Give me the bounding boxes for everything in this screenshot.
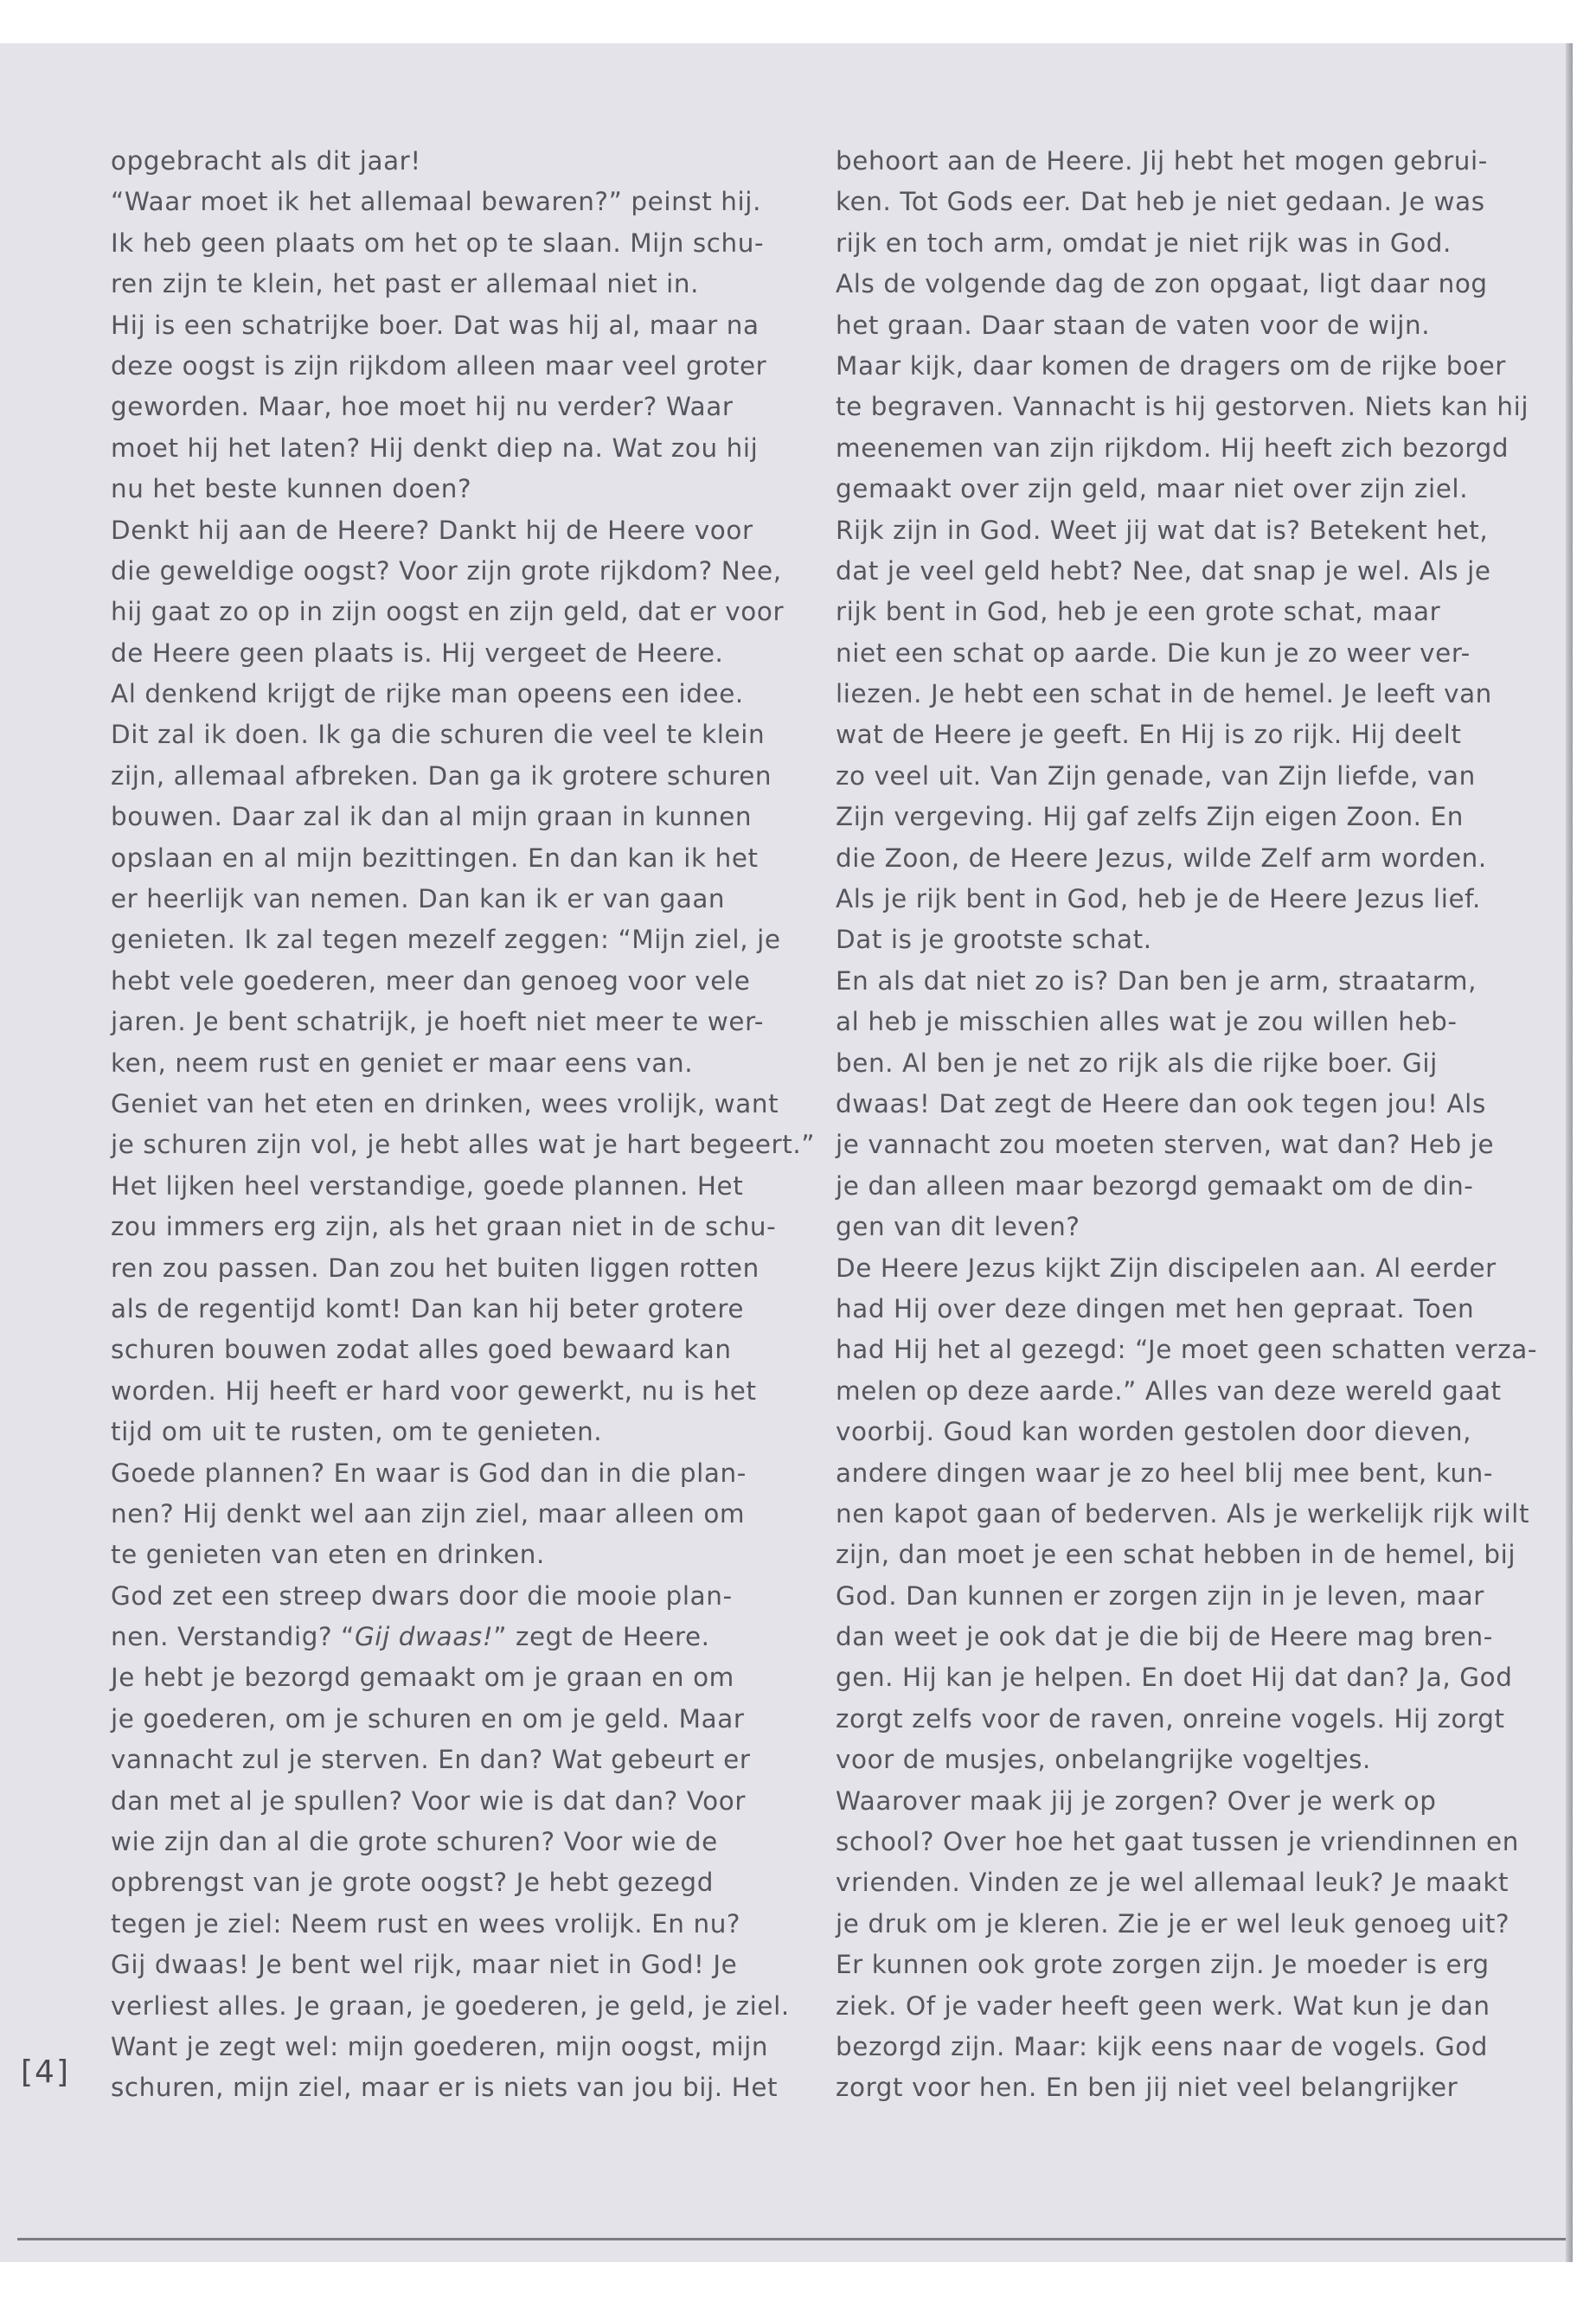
text-line: voorbij. Goud kan worden gestolen door dieven,	[836, 1417, 1472, 1447]
text-line: voor de musjes, onbelangrijke vogeltjes.	[836, 1745, 1372, 1775]
text-line: hebt vele goederen, meer dan genoeg voor vele	[111, 965, 751, 996]
text-line: Waarover maak jij je zorgen? Over je werk op	[836, 1785, 1437, 1816]
text-line: je dan alleen maar bezorgd gemaakt om de din-	[836, 1170, 1474, 1201]
text-line: dan met al je spullen? Voor wie is dat dan? Voor	[111, 1785, 747, 1816]
text-line: melen op deze aarde.” Alles van deze wereld gaat	[836, 1375, 1502, 1406]
text-line: Goede plannen? En waar is God dan in die plan-	[111, 1458, 747, 1488]
text-line: Dit zal ik doen. Ik ga die schuren die veel te klein	[111, 720, 766, 750]
text-line: gen van dit leven?	[836, 1212, 1080, 1242]
text-line: hij gaat zo op in zijn oogst en zijn geld, dat er voor	[111, 597, 785, 627]
text-line: dan weet je ook dat je die bij de Heere mag bren-	[836, 1622, 1493, 1652]
text-line: ken. Tot Gods eer. Dat heb je niet gedaan. Je was	[836, 187, 1485, 217]
text-line: rijk bent in God, heb je een grote schat, maar	[836, 597, 1441, 627]
text-line-with-quote	[111, 1617, 768, 1657]
text-line: gemaakt over zijn geld, maar niet over zijn ziel.	[836, 474, 1469, 504]
text-line: wat de Heere je geeft. En Hij is zo rijk. Hij deelt	[836, 720, 1462, 750]
text-line: Gij dwaas! Je bent wel rijk, maar niet in God! Je	[111, 1950, 738, 1980]
text-line: wie zijn dan al die grote schuren? Voor wie de	[111, 1827, 718, 1857]
text-line: God. Dan kunnen er zorgen zijn in je leven, maar	[836, 1580, 1484, 1611]
text-line: De Heere Jezus kijkt Zijn discipelen aan. Al eerder	[836, 1253, 1497, 1283]
text-line: gen. Hij kan je helpen. En doet Hij dat dan? Ja, God	[836, 1663, 1513, 1693]
page-number: [4]	[21, 2054, 70, 2090]
text-line: ziek. Of je vader heeft geen werk. Wat kun je dan	[836, 1990, 1490, 2021]
text-line: dwaas! Dat zegt de Heere dan ook tegen jou! Als	[836, 1088, 1486, 1118]
text-line: opslaan en al mijn bezittingen. En dan kan ik het	[111, 843, 759, 873]
text-line: Rijk zijn in God. Weet jij wat dat is? Betekent het,	[836, 515, 1489, 545]
text-line: nu het beste kunnen doen?	[111, 474, 472, 504]
text-line: behoort aan de Heere. Jij hebt het mogen gebrui-	[836, 146, 1488, 176]
text-line: nen kapot gaan of bederven. Als je werkelijk rijk wilt	[836, 1498, 1530, 1529]
text-line: deze oogst is zijn rijkdom alleen maar veel groter	[111, 350, 767, 381]
text-line: je goederen, om je schuren en om je geld. Maar	[111, 1703, 745, 1734]
text-line: rijk en toch arm, omdat je niet rijk was in God.	[836, 228, 1452, 258]
text-line: bouwen. Daar zal ik dan al mijn graan in kunnen	[111, 802, 753, 832]
text-line: zorgt voor hen. En ben jij niet veel belangrijker	[836, 2073, 1458, 2103]
text-line: andere dingen waar je zo heel blij mee bent, kun-	[836, 1458, 1494, 1488]
text-line: als de regentijd komt! Dan kan hij beter grotere	[111, 1293, 745, 1324]
text-line: moet hij het laten? Hij denkt diep na. Wat zou hij	[111, 433, 759, 463]
text-line: tijd om uit te rusten, om te genieten.	[111, 1417, 603, 1447]
text-line: ben. Al ben je net zo rijk als die rijke boer. Gij	[836, 1048, 1438, 1078]
text-line: Denkt hij aan de Heere? Dankt hij de Heere voor	[111, 515, 753, 545]
text-line: schuren bouwen zodat alles goed bewaard kan	[111, 1335, 732, 1365]
text-line: die geweldige oogst? Voor zijn grote rijkdom? Nee,	[111, 555, 782, 586]
text-line: school? Over hoe het gaat tussen je vriendinnen en	[836, 1827, 1519, 1857]
text-line: je schuren zijn vol, je hebt alles wat je hart begeert.”	[111, 1130, 816, 1160]
book-page	[0, 43, 1573, 2262]
text-line: Maar kijk, daar komen de dragers om de rijke boer	[836, 350, 1506, 381]
text-line: de Heere geen plaats is. Hij vergeet de Heere.	[111, 638, 724, 668]
text-line: al heb je misschien alles wat je zou willen heb-	[836, 1007, 1458, 1037]
text-line: zijn, allemaal afbreken. Dan ga ik grotere schuren	[111, 760, 772, 791]
text-line: Al denkend krijgt de rijke man opeens een idee.	[111, 679, 744, 709]
text-line: Het lijken heel verstandige, goede plannen. Het	[111, 1170, 744, 1201]
text-line: Zijn vergeving. Hij gaf zelfs Zijn eigen Zoon. En	[836, 802, 1464, 832]
text-line: zou immers erg zijn, als het graan niet in de schu-	[111, 1212, 777, 1242]
text-line: vannacht zul je sterven. En dan? Wat gebeurt er	[111, 1745, 751, 1775]
text-line: ren zijn te klein, het past er allemaal niet in.	[111, 269, 700, 299]
text-line: die Zoon, de Heere Jezus, wilde Zelf arm worden.	[836, 843, 1487, 873]
text-line: niet een schat op aarde. Die kun je zo weer ver-	[836, 638, 1471, 668]
text-line: zo veel uit. Van Zijn genade, van Zijn liefde, van	[836, 760, 1476, 791]
text-line: liezen. Je hebt een schat in de hemel. Je leeft van	[836, 679, 1492, 709]
text-line: Je hebt je bezorgd gemaakt om je graan en om	[111, 1663, 734, 1693]
text-line: Hij is een schatrijke boer. Dat was hij al, maar na	[111, 310, 760, 340]
text-line: “Waar moet ik het allemaal bewaren?” peinst hij.	[111, 187, 762, 217]
text-line: ken, neem rust en geniet er maar eens van.	[111, 1048, 694, 1078]
text-line: verliest alles. Je graan, je goederen, je geld, je ziel.	[111, 1990, 790, 2021]
text-line: God zet een streep dwars door die mooie plan-	[111, 1580, 733, 1611]
text-line: nen? Hij denkt wel aan zijn ziel, maar alleen om	[111, 1498, 746, 1529]
page-edge-shadow	[1566, 43, 1573, 2262]
text-line: genieten. Ik zal tegen mezelf zeggen: “Mijn ziel, je	[111, 925, 781, 955]
text-line: Geniet van het eten en drinken, wees vrolijk, want	[111, 1088, 779, 1118]
text-line: Als de volgende dag de zon opgaat, ligt daar nog	[836, 269, 1488, 299]
text-line: geworden. Maar, hoe moet hij nu verder? Waar	[111, 392, 734, 422]
text-line: er heerlijk van nemen. Dan kan ik er van gaan	[111, 884, 726, 914]
right-text-column	[836, 141, 1538, 2109]
text-line: Want je zegt wel: mijn goederen, mijn oogst, mijn	[111, 2031, 769, 2061]
text-line: ren zou passen. Dan zou het buiten liggen rotten	[111, 1253, 760, 1283]
text-line: Ik heb geen plaats om het op te slaan. Mijn schu-	[111, 228, 765, 258]
text-line: jaren. Je bent schatrijk, je hoeft niet meer te wer-	[111, 1007, 765, 1037]
text-line: En als dat niet zo is? Dan ben je arm, straatarm,	[836, 965, 1477, 996]
text-line: had Hij over deze dingen met hen gepraat. Toen	[836, 1293, 1475, 1324]
text-line: te genieten van eten en drinken.	[111, 1540, 545, 1570]
text-line: je vannacht zou moeten sterven, wat dan? Heb je	[836, 1130, 1495, 1160]
text-line: bezorgd zijn. Maar: kijk eens naar de vogels. God	[836, 2031, 1489, 2061]
text-line: je druk om je kleren. Zie je er wel leuk genoeg uit?	[836, 1908, 1510, 1939]
text-line: het graan. Daar staan de vaten voor de wijn.	[836, 310, 1431, 340]
text-line: vrienden. Vinden ze je wel allemaal leuk? Je maakt	[836, 1868, 1509, 1898]
left-text-column	[111, 141, 816, 2109]
text-line: had Hij het al gezegd: “Je moet geen schatten verza-	[836, 1335, 1538, 1365]
bottom-rule	[17, 2238, 1566, 2240]
text-line: Als je rijk bent in God, heb je de Heere Jezus lief.	[836, 884, 1481, 914]
text-line: dat je veel geld hebt? Nee, dat snap je wel. Als je	[836, 555, 1491, 586]
text-line: Dat is je grootste schat.	[836, 925, 1152, 955]
text-line: schuren, mijn ziel, maar er is niets van jou bij. Het	[111, 2073, 779, 2103]
quote-tail: ” zegt de Heere.	[493, 1622, 710, 1652]
italic-quote: Gij dwaas!	[354, 1622, 494, 1652]
text-line: tegen je ziel: Neem rust en wees vrolijk. En nu?	[111, 1908, 741, 1939]
text-line: worden. Hij heeft er hard voor gewerkt, nu is het	[111, 1375, 757, 1406]
text-line: opbrengst van je grote oogst? Je hebt gezegd	[111, 1868, 714, 1898]
text-line: Er kunnen ook grote zorgen zijn. Je moeder is erg	[836, 1950, 1490, 1980]
text-line: zijn, dan moet je een schat hebben in de hemel, bij	[836, 1540, 1516, 1570]
text-line: te begraven. Vannacht is hij gestorven. Niets kan hij	[836, 392, 1529, 422]
text-line: opgebracht als dit jaar!	[111, 146, 421, 176]
quote-lead: nen. Verstandig? “	[111, 1622, 355, 1652]
text-line: meenemen van zijn rijkdom. Hij heeft zich bezorgd	[836, 433, 1509, 463]
text-line: zorgt zelfs voor de raven, onreine vogels. Hij zorgt	[836, 1703, 1505, 1734]
